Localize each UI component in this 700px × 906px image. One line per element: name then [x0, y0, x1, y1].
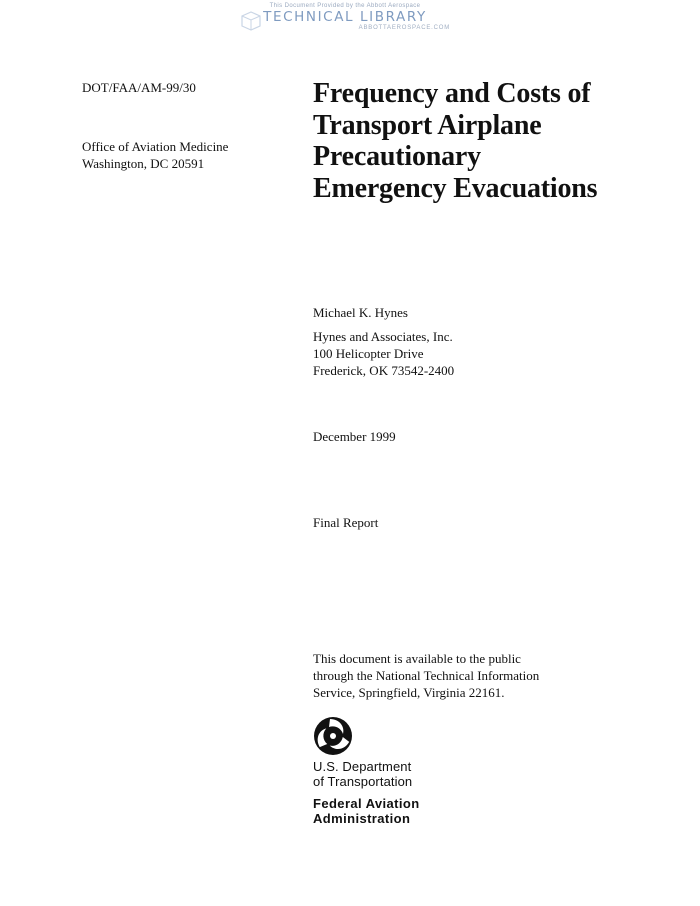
author-organization: Hynes and Associates, Inc.	[313, 329, 453, 344]
watermark-main-line: TECHNICAL LIBRARY	[263, 9, 427, 25]
report-date: December 1999	[313, 429, 396, 444]
title-line: Transport Airplane	[313, 109, 542, 141]
title-line: Precautionary	[313, 141, 481, 172]
watermark	[238, 2, 452, 42]
watermark-sub-line: ABBOTTAEROSPACE.COM	[358, 25, 450, 31]
watermark-top-line: This Document Provided by the Abbott Aerospace	[269, 3, 421, 9]
administration-line: Federal Aviation	[313, 796, 420, 811]
author-block	[313, 304, 454, 379]
document-title	[313, 78, 653, 204]
availability-notice	[313, 650, 539, 701]
availability-line: This document is available to the public	[313, 651, 521, 666]
department-line: of Transportation	[313, 774, 413, 789]
department-line: U.S. Department	[313, 759, 412, 774]
availability-line: through the National Technical Information	[313, 668, 540, 683]
author-name: Michael K. Hynes	[313, 305, 408, 320]
office-name: Office of Aviation Medicine	[82, 139, 229, 154]
report-type: Final Report	[313, 515, 379, 530]
title-line: Frequency and Costs of	[313, 78, 591, 109]
library-logo-icon	[240, 8, 262, 32]
author-city: Frederick, OK 73542-2400	[313, 363, 455, 378]
availability-line: Service, Springfield, Virginia 22161.	[313, 685, 505, 700]
title-line: Emergency Evacuations	[313, 172, 598, 204]
administration-line: Administration	[313, 811, 411, 826]
office-city: Washington, DC 20591	[82, 156, 205, 171]
author-street: 100 Helicopter Drive	[313, 346, 424, 361]
report-number: DOT/FAA/AM-99/30	[82, 80, 196, 95]
agency-block	[313, 759, 420, 826]
office-block	[82, 138, 228, 172]
dot-triskelion-icon	[313, 716, 353, 756]
